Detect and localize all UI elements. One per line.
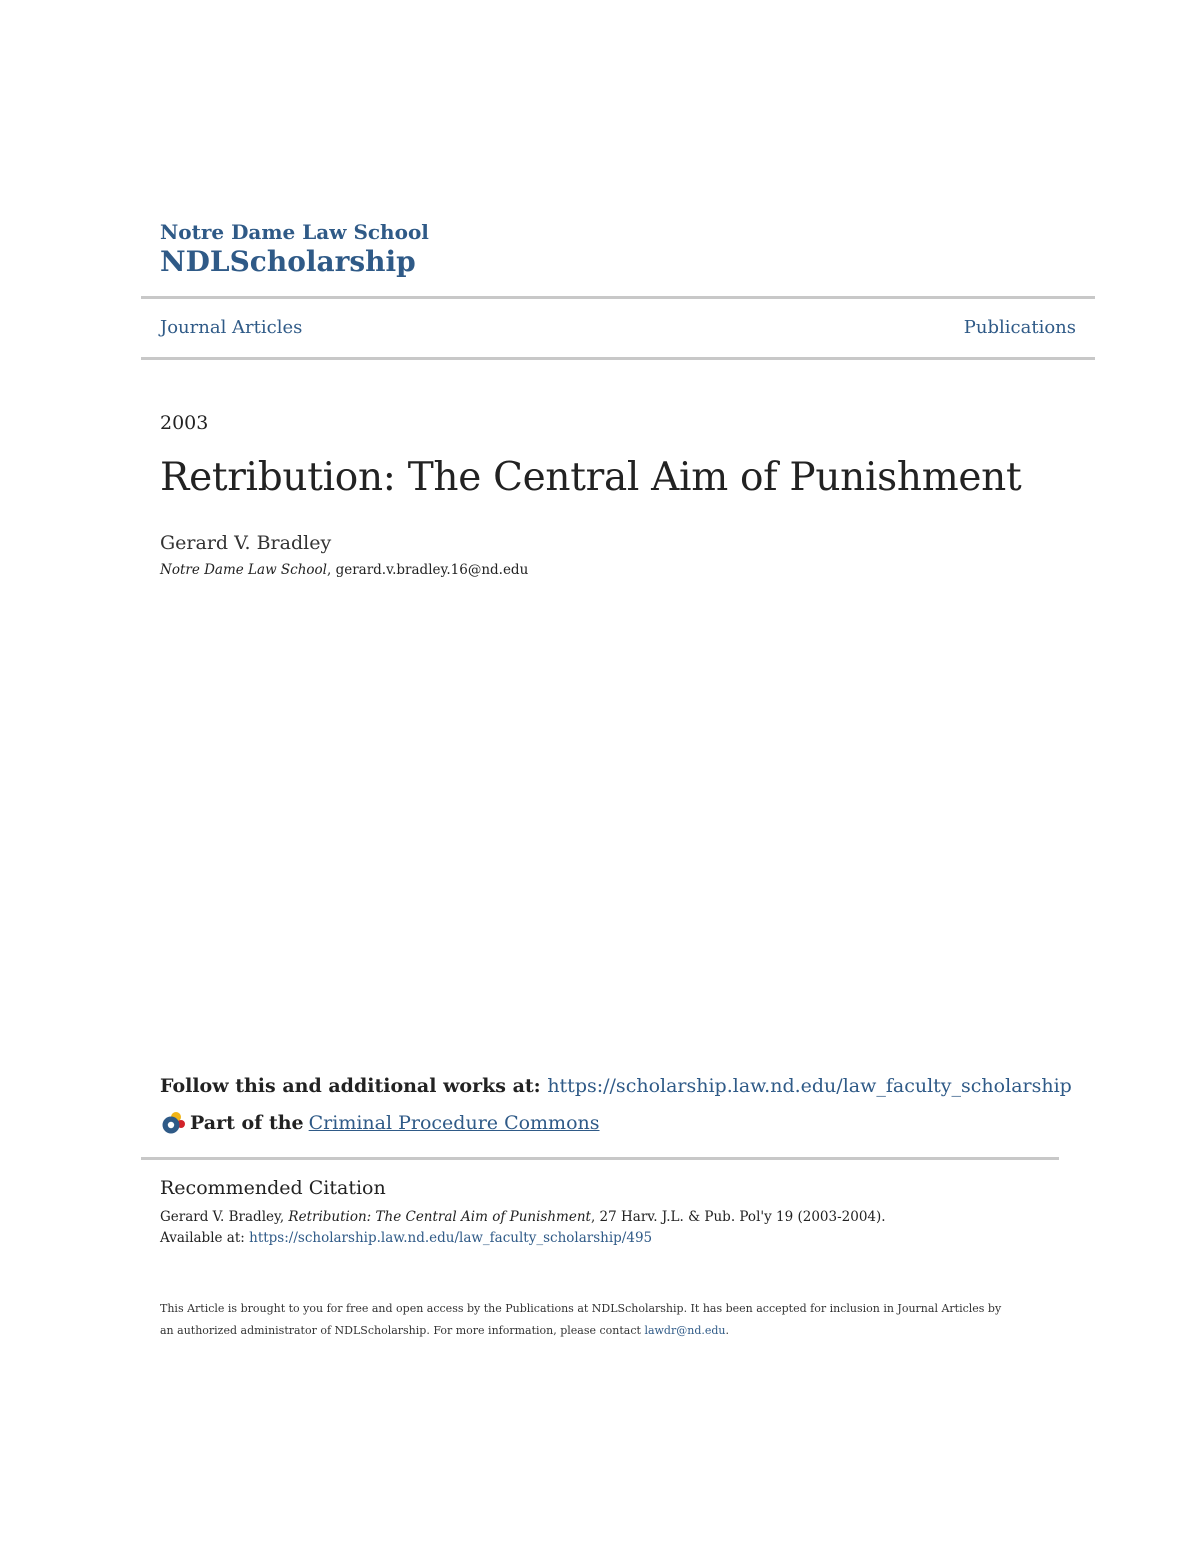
follow-label: Follow this and additional works at: xyxy=(160,1075,548,1097)
footer-notice-text: an authorized administrator of NDLScholarship. For more information, please contact xyxy=(160,1324,645,1337)
footer-notice-line1: This Article is brought to you for free and open access by the Publications at NDLScholarship. It has been accepted for inclusion in Journal Articles by xyxy=(160,1302,1002,1315)
footer-period: . xyxy=(725,1324,729,1337)
nav-journal-articles-link[interactable]: Journal Articles xyxy=(160,317,303,338)
citation-source: , 27 Harv. J.L. & Pub. Pol'y 19 (2003-2004). xyxy=(590,1209,886,1225)
criminal-procedure-commons-link[interactable]: Criminal Procedure Commons xyxy=(308,1112,600,1134)
article-title: Retribution: The Central Aim of Punishment xyxy=(160,455,1022,500)
author-name: Gerard V. Bradley xyxy=(160,532,332,554)
contact-email-link[interactable]: lawdr@nd.edu xyxy=(644,1324,726,1337)
part-of-line xyxy=(160,1110,600,1136)
follow-line xyxy=(160,1075,1072,1097)
citation-availability xyxy=(160,1230,652,1246)
header-divider-top xyxy=(141,296,1095,299)
publication-year: 2003 xyxy=(160,412,209,434)
follow-url-link[interactable]: https://scholarship.law.nd.edu/law_faculty_scholarship xyxy=(547,1075,1072,1097)
author-email: , gerard.v.bradley.16@nd.edu xyxy=(327,562,529,578)
available-label: Available at: xyxy=(160,1230,250,1246)
author-affiliation xyxy=(160,562,528,578)
nav-publications-link[interactable]: Publications xyxy=(963,317,1076,338)
citation-url-link[interactable]: https://scholarship.law.nd.edu/law_faculty_scholarship/495 xyxy=(249,1230,653,1246)
citation-author: Gerard V. Bradley, xyxy=(160,1209,289,1225)
part-of-prefix: Part of the xyxy=(190,1112,304,1134)
citation-text xyxy=(160,1209,886,1225)
header-divider-bottom xyxy=(141,357,1095,360)
network-commons-icon[interactable] xyxy=(160,1110,186,1136)
recommended-citation-heading: Recommended Citation xyxy=(160,1177,386,1199)
affiliation-institution: Notre Dame Law School xyxy=(160,562,327,578)
footer-notice-line2 xyxy=(160,1324,729,1337)
citation-divider xyxy=(141,1157,1059,1160)
repository-name[interactable]: NDLScholarship xyxy=(160,245,416,278)
citation-title: Retribution: The Central Aim of Punishment xyxy=(288,1209,591,1225)
institution-name[interactable]: Notre Dame Law School xyxy=(160,220,429,244)
